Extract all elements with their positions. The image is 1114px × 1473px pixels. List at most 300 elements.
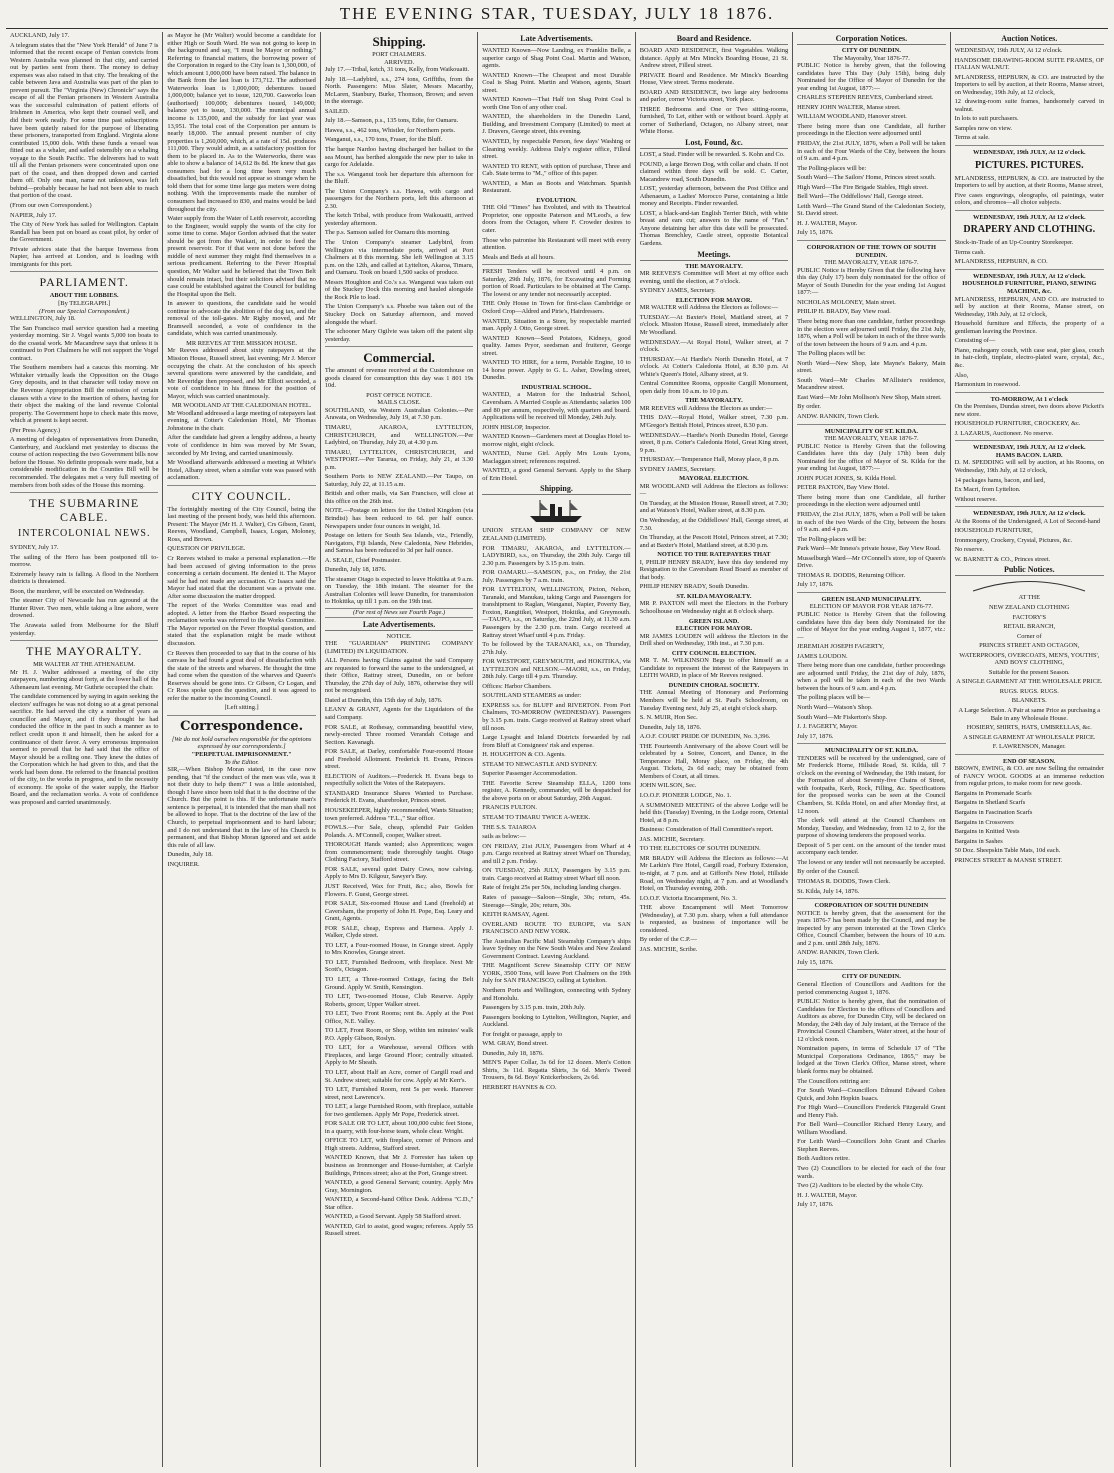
- auction-list-3: [955, 239, 1104, 266]
- paragraph: THE Only House in Town for first-class Cambridge or Oxford Crop—Aldred and Pirie's, Hairdressers.: [482, 300, 631, 315]
- paragraph: FOR SALE, cheap, Express and Harness. Apply J. Walker, Clyde street.: [324, 924, 474, 940]
- paragraph: 14 packages hams, bacon, and lard,: [954, 476, 1046, 484]
- paragraph: WEDNESDAY.—Hardie's North Dunedin Hotel, George street, 8 p.m. Cotter's Caledonia Hotel, Great King street, 9 p.m.: [639, 431, 789, 454]
- paragraph: Samples now on view.: [954, 124, 1013, 132]
- paragraph: By order.: [797, 403, 821, 411]
- paragraph: INQUIRER.: [167, 860, 200, 868]
- auction-list-4: [955, 296, 1104, 389]
- paragraph: Mr Reeves addressed about sixty ratepayers at the Mission House, Russell street, last evening; Mr J. Mercer occupying the chair. At the conclusion of his speech several questions were answered by the candidate, and Mr Reveridge then proposed, and Mr Elliott seconded, a vote of confidence in his fitness for the position of Mayor, which was carried unanimously.: [167, 347, 316, 400]
- divider: [797, 240, 945, 241]
- paragraph: FACTORY'S: [1012, 613, 1047, 621]
- paragraph: ON TUESDAY, 25th JULY, Passengers by 3.15 p.m. train. Cargo received at Rattray street Wharf till noon.: [482, 867, 631, 882]
- subheading: WEDNESDAY, 19th JULY, At 12 o'clock.: [972, 149, 1086, 157]
- paragraph: Passengers booking to Lyttelton, Wellington, Napier, and Auckland.: [482, 1013, 631, 1029]
- paragraph: In answer to questions, the candidate said he would continue to advocate the abolition of the dog tax, and the removal of the toll-gates. Mr Rigby moved, and Mr Bramwell seconded, a vote of confidence in the candidate, which was carried unanimously.: [167, 300, 316, 338]
- ads-list-16: [640, 657, 788, 680]
- paragraph: HOUSEHOLD FURNITURE,: [954, 527, 1033, 535]
- paragraph: TO LET, Two-roomed House, Club Reserve. Apply Roberts, grocer, Upper Walker street.: [324, 993, 474, 1008]
- paragraph: The Union Company's steamer Ladybird, from Wellington via intermediate ports, arrived at Port Chalmers at 8 this morning. She left Wellington at 3.15 p.m. on the 12th, and called at Lyttelton, Akaroa, Timaru, and Oamaru. Took on board 1,500 sacks of produce.: [324, 239, 474, 277]
- paragraph: M'LANDRESS, HEPBURN, & CO. are instructed by the Importers to sell by auction, at their Rooms, Manse street,: [954, 174, 1104, 190]
- paragraph: PETER PAXTON, Bay View Hotel.: [797, 484, 890, 492]
- paragraph: Household furniture and Effects, the property of a gentleman leaving the Province.: [954, 320, 1104, 335]
- paragraph: SAILED.: [324, 107, 350, 115]
- paragraph: STEAM TO TIMARU TWICE A-WEEK.: [482, 814, 591, 822]
- paragraph: RUGS. RUGS. RUGS.: [999, 687, 1059, 695]
- paragraph: East Ward—Mr John Mollison's New Shop, Main street.: [797, 393, 942, 401]
- subheading: CITY COUNCIL ELECTION.: [671, 649, 756, 657]
- paragraph: Terms at sale.: [954, 134, 990, 142]
- paragraph: Bargains in Sashes: [954, 837, 1003, 845]
- paragraph: F. LAWRENSON, Manager.: [992, 743, 1066, 751]
- paragraph: TIMARU, AKAROA, LYTTELTON, CHRISTCHURCH, and WELLINGTON.—Per Ladybird, on Thursday, July 20, at 4.30 p.m.: [324, 423, 474, 447]
- paragraph: North Ward—Watson's Shop.: [797, 704, 873, 712]
- paragraph: Stock-in-Trade of an Up-Country Storekeeper.: [954, 239, 1074, 247]
- subheading: MAYORAL ELECTION.: [679, 475, 749, 483]
- paragraph: LEANY & GRANT, Agents for the Liquidators of the said Company.: [324, 706, 474, 722]
- paragraph: Bargains in Fascination Scarfs: [954, 809, 1033, 817]
- paragraph: Corner of: [1016, 632, 1042, 640]
- paragraph: THE Favorite Screw Steamship ELLA, 1200 tons register, A. Kennedy, commander, will be despatched for the above ports on or about Saturday, 29th August.: [482, 779, 631, 802]
- heading-commercial: Commercial.: [363, 350, 435, 366]
- paragraph: JAS. MICHIE, Scribe.: [639, 945, 698, 953]
- subheading: ELECTION FOR MAYOR.: [675, 296, 753, 304]
- paragraph: Water supply from the Water of Leith reservoir, according to the Engineer, would supply the wants of the city for some time to come. Major Gordon advised that the water should be got from the Waikari, in order to feed the present reservoir. For if that were not done before the middle of next summer they might find themselves in a serious predicament. Referring to the Fever Hospital question, Mr Walter said he believed that the Town Belt should remain intact, but their solicitors advised that no case could be established against the Council for building the Hospital upon the Belt.: [167, 215, 316, 298]
- paragraph: PUBLIC Notice is Hereby Given that the following candidates have this day been duly Nominated for the office of Mayor for the year ending August 1, 1877, viz.:—: [797, 611, 946, 641]
- heading-meetings: Meetings.: [640, 250, 788, 261]
- paragraph: Cr Reeves then proceeded to say that in the course of his canvass he had found a great deal of dissatisfaction with the state of the streets and wharves. He thought the time had come when the question of the wharves and Queen's Reserves should be gone into. Cr Gibson, Cr Logan, and Cr Ross spoke upon the question, and it was agreed to refer the matter to the incoming Council.: [167, 649, 316, 702]
- ads-list-10: [640, 304, 788, 395]
- subheading: THE MAYORALTY.: [685, 397, 743, 405]
- paragraph: MR WOODLAND will Address the Electors as follows:—: [639, 482, 789, 498]
- subheading: THE MAYORALTY, YEAR 1876-7.: [824, 435, 919, 443]
- paragraph: WANTED, Girl to assist, good wages; referees. Apply 55 Russell street.: [324, 1222, 474, 1238]
- paragraph: The s.s. Wanganui took her departure this afternoon for the Bluff.: [324, 170, 474, 186]
- paragraph: WANTED Known, that Mr J. Forrester has taken up business as Ironmonger and House-furnisher, at Carlyle Buildings, Princes street; also at the Port, Grange street.: [324, 1154, 474, 1177]
- paragraph: Ironmongery, Crockery, Crystal, Pictures, &c.: [954, 536, 1073, 544]
- paragraph: July 17, 1876.: [797, 732, 834, 740]
- subheading: CORPORATION OF SOUTH DUNEDIN: [814, 902, 929, 910]
- column-3: [321, 32, 478, 1467]
- news-list-5: [167, 32, 315, 338]
- paragraph: SIR,—When Bishop Moran stated, in the case now pending, that "if the conduct of the men was vile, was it not their duty to help them?" I was a little astonished, though I have since been told that it is the doctrine of the Church. But the point is this. If the unfortunate man's sentence is perpetual, it is intended that the man shall not be allowed to hope. That is the doctrine of the law of the Church, to perpetual imprisonment and to hard labour; and I do not understand that in the law of his Church is permanent, and that Bishop Moran ignored and set aside this rule of all law.: [167, 766, 316, 849]
- paragraph: The sailing of the Hero has been postponed till to-morrow.: [10, 553, 159, 569]
- paragraph: Central Committee Rooms, opposite Cargill Monument, open daily from 10 a.m. to 10 p.m.: [639, 380, 789, 395]
- subheading: HOUSEHOLD FURNITURE, PIANO, SEWING MACHINE, &c.: [962, 280, 1097, 296]
- paragraph: H. J. WALTER, Mayor.: [797, 1191, 858, 1199]
- paragraph: TENDERS will be received by the undersigned, care of Mr Frederick Horne, Hillside Road, St. Kilda, till 7 o'clock on the evening of Wednesday, the 19th instant, for the Formation of about Seventy-five Chains of Street, with footpaths, Kerb, Rock, Filling, &c. Specifications for the proposed works can be seen at the Council Chambers, St. Kilda Hotel, on and after Monday first, at 12 noon.: [797, 754, 946, 815]
- paragraph: ELECTION of Auditors.—Frederick H. Evans begs to respectfully solicit the Votes of the Ratepayers.: [324, 772, 474, 788]
- subheading: GREEN ISLAND MUNICIPALITY.: [821, 595, 922, 603]
- subheading: DUNEDIN CHORAL SOCIETY.: [668, 681, 760, 689]
- subheading: CITY OF DUNEDIN.: [841, 973, 901, 981]
- notice-list-3: [797, 443, 945, 589]
- heading-parliament: PARLIAMENT.: [39, 275, 129, 290]
- subheading: [By TELEGRAPH.]: [58, 299, 111, 307]
- paragraph: WANTED, Situation in a Store, by respectable married man. Apply J. Otto, George street.: [482, 317, 631, 333]
- divider: [797, 743, 945, 744]
- paragraph: EXPRESS s.s. for BLUFF and RIVERTON. From Port Chalmers, TO-MORROW (WEDNESDAY). Passengers by 3.15 p.m. train. Cargo received at Rattray street wharf till noon.: [482, 701, 631, 732]
- paragraph: JOHN WILSON, Sec.: [639, 782, 697, 790]
- subheading: MAILS CLOSE.: [377, 399, 421, 407]
- paragraph: Terms cash.: [954, 248, 985, 256]
- paragraph: A SINGLE GARMENT AT THE WHOLESALE PRICE.: [956, 678, 1103, 686]
- paragraph: General Election of Councillors and Auditors for the period commencing August 1, 1876.: [797, 980, 946, 996]
- paragraph: JOHN PUGH JONES, St. Kilda Hotel.: [797, 474, 897, 482]
- paragraph: Wanganui, s.s., 170 tons, Fraser, for the Bluff.: [324, 136, 443, 144]
- paragraph: After the candidate had given a lengthy address, a hearty vote of confidence in him was moved by Mr Swan, seconded by Mr Irving, and carried unanimously.: [167, 434, 316, 457]
- paragraph: FOR SALE, at Rothesay, commanding beautiful view, newly-erected Three roomed Verandah Cottage and Section. Kavanagh.: [324, 723, 474, 746]
- paragraph: South Ward—Mr Fiskerton's Shop.: [797, 713, 888, 721]
- paragraph: The candidate commenced by saying in again seeking the electors' suffrages he was not doing so at a great personal sacrifice. He had served the city a number of years as councillor and Mayor, and if they thought he had conducted the office in the past in such a manner as to reflect credit upon it and himself, then he asked for a continuance of their favor. A very erroneous impression seemed to prevail that he had said that the office of Mayor should be a rolling one. They knew the duties of the Corporation which he had given to this, and that the work had been done. He referred to the financial position of the city, to the works in progress, and to the necessity of economy. He spoke of the water supply, the Harbor Board, and the reclamation works. A vote of confidence was proposed and carried unanimously.: [10, 693, 159, 806]
- paragraph: July 15, 1876.: [797, 229, 834, 237]
- paragraph: The ketch Tribal, with produce from Waikouaiti, arrived yesterday afternoon.: [324, 212, 474, 227]
- clothing-factory-ad: [955, 594, 1104, 750]
- heading-board: Board and Residence.: [640, 34, 788, 45]
- column-6: [793, 32, 950, 1467]
- paragraph: North Ward—New Shop, late Mayne's Bakery, Main street.: [797, 359, 946, 375]
- paragraph: HANDSOME DRAWING-ROOM SUITE FRAMES, OF ITALIAN WALNUT.: [954, 56, 1104, 72]
- paragraph: Cr Reeves wished to make a personal explanation.—He had been accused of giving information to the press concerning a certain document. He denied it. The Mayor said he had not made any accusation. Cr Isaacs said the Mayor had stated that the document was a private one. After some discussion the matter dropped.: [167, 555, 316, 600]
- auction-list-5: [955, 403, 1104, 437]
- subheading: ELECTION OF MAYOR FOR YEAR 1876-77.: [809, 603, 933, 611]
- paragraph: HERBERT HAYNES & CO.: [482, 1083, 557, 1091]
- paragraph: 50 Doz. Sheepskin Table Mats, 10d each.: [954, 847, 1061, 855]
- paragraph: July 17.—Tribal, ketch, 31 tons, Kelly, from Waikouaiti.: [324, 66, 470, 74]
- column-2: [163, 32, 320, 1467]
- paragraph: JUST Received, Wax for Fruit, &c.; also, Bowls for Flowers. F. Guest, George street.: [324, 882, 474, 898]
- paragraph: THE Magnificent Screw Steamship CITY OF NEW YORK, 3500 Tons, will leave Port Chalmers on the 19th July for SAN FRANCISCO, calling at Lyttelton.: [482, 962, 631, 985]
- paragraph: Dunedin, July 18, 1876.: [324, 566, 387, 574]
- paragraph: WANTED, by respectable Person, few days' Washing or Cleaning weekly. Address Daly's register office, Filleul street.: [482, 138, 631, 161]
- paragraph: MR BRADY will Address the Electors as follows:—At Mr Larkin's Fire Hotel, Cargill road, Forbury Extension, to-night, at 7 p.m. and at Gifford's New Hotel, Hillside Road, on Wednesday night, at 7 p.m. and at Woodland's Hotel, on Thursday evening, 20th.: [639, 854, 789, 893]
- paragraph: M'LANDRESS, HEPBURN, AND CO. are instructed to sell by auction at their Rooms, Manse street, on Wednesday, 19th July, at 12 o'clock,: [954, 295, 1104, 318]
- paragraph: THURSDAY.—Temperance Hall, Moray place, 8 p.m.: [639, 456, 780, 464]
- left-sitting: [Left sitting.]: [224, 704, 259, 712]
- paragraph: NOTICE is hereby given, that the assessment for the years 1876-7 has been made by the Council, and may be inspected by any person interested at the Town Clerk's Office, Council Chamber, between the hours of 10 a.m. and 2 p.m. until 28th July, 1876.: [797, 909, 946, 947]
- divider: [797, 424, 945, 425]
- paragraph: TO LET, about Half an Acre, corner of Cargill road and St. Andrew street; suitable for cow. Apply at Mr Kerr's.: [324, 1068, 474, 1084]
- heading-late-ads-2: Late Advertisements.: [482, 34, 630, 45]
- paragraph: The report of the Works Committee was read and adopted. A letter from the Harbor Board respecting the reclamation works was referred to the Works Committee. The Mayor reported on the Fever Hospital question, and stated that the explanation might be made without discussion.: [167, 602, 316, 648]
- paragraph: Harmonium in rosewood.: [954, 381, 1021, 389]
- paragraph: Large Lysaght and Inland Districts forwarded by rail from Bluff at Consignees' risk and expense.: [482, 734, 631, 749]
- paragraph: ON FRIDAY, 21st JULY, Passengers from Wharf at 4 p.m. Cargo received at Rattray street Wharf on Thursday, and till 2 p.m. Friday.: [482, 842, 631, 865]
- paragraph: By order of the Council.: [797, 868, 860, 876]
- columns: [6, 32, 1108, 1467]
- subheading: PICTURES. PICTURES.: [974, 159, 1084, 171]
- paragraph: Piano, mahogany couch, with case seat, pier glass, couch in hair-cloth, tinplate, electro-plated ware, crystal, &c., &c.: [954, 346, 1104, 369]
- paragraph: THE "GUARDIAN" PRINTING COMPANY (LIMITED) IN LIQUIDATION.: [324, 640, 474, 655]
- paragraph: WELLINGTON, July 18.: [10, 315, 76, 323]
- paragraph: The Union Company's s.s. Hawea, with cargo and passengers for the Northern ports, left this afternoon at 2.30.: [324, 187, 474, 210]
- paragraph: SYDNEY JAMES, Secretary.: [639, 287, 716, 295]
- paragraph: WANTED, a Matron for the Industrial School, Caversham. A Married Couple as Attendants; salaries 100 and 80 per annum, respectively, with quarters and board. Applications will be received till Monday, 24th July.: [482, 391, 631, 422]
- paragraph: WANTED Known—Now Landing, ex Franklin Belle, a superior cargo of Shag Point Coal. Martin and Watson, agents.: [482, 47, 631, 70]
- paragraph: The amount of revenue received at the Customhouse on goods cleared for consumption this day was 1 801 19s 10d.: [324, 367, 474, 390]
- paragraph: THE above Encampment will Meet Tomorrow (Wednesday), at 7.30 p.m. sharp, when a full attendance is requested, as business of importance will be considered.: [639, 904, 789, 934]
- subheading: HAMS BACON. LARD.: [995, 451, 1063, 459]
- paragraph: MR T. M. WILKINSON Begs to offer himself as a Candidate to represent the interest of the Ratepayers in LEITH WARD, in place of Mr Reeves resigned.: [639, 657, 789, 680]
- paragraph: Both Auditors retire.: [797, 1155, 850, 1163]
- paragraph: I.O.O.F. Victoria Encampment, No. 3.: [639, 894, 737, 902]
- subheading: MR WALTER AT THE ATHENAEUM.: [33, 661, 136, 669]
- subheading: MR WOODLAND AT THE CALEDONIAN HOTEL.: [171, 402, 312, 410]
- paragraph: Postage on letters for South Sea Islands, viz., Friendly, Navigators, Fiji Islands, New Caledonia, New Hebrides, and Samoa has been reduced to 3d per half ounce.: [324, 532, 474, 555]
- paragraph: M'LANDRESS, HEPBURN, & CO. are instructed by the Importers to sell by auction, at their Rooms, Manse street, on Wednesday, 19th July, at 12 o'clock,: [954, 73, 1104, 96]
- ads-list-2: [482, 47, 630, 195]
- divider: [325, 346, 473, 347]
- paragraph: MR P. PAXTON will meet the Electors in the Forbury Schoolhouse on Wednesday night at 8 o'clock sharp.: [639, 600, 789, 615]
- paragraph: WANTED, a good General Servant. Apply to the Sharp of Erin Hotel.: [482, 467, 631, 482]
- divider: [955, 210, 1104, 211]
- paragraph: Extremely heavy rain is falling. A flood in the Northern districts is threatened.: [10, 570, 159, 586]
- paragraph: HOUSEHOLD FURNITURE, CROCKERY, &c.: [954, 420, 1081, 428]
- paragraph: SYDNEY JAMES, Secretary.: [639, 465, 716, 473]
- paragraph: WANTED, Nurse Girl. Apply Mrs Louis Lyons, Maclaggan street; references required.: [482, 450, 631, 465]
- paragraph: MR REEVES'S Committee will Meet at my office each evening, until the election, at 7 o'clock.: [639, 270, 789, 285]
- heading-shipping: Shipping.: [372, 34, 426, 49]
- divider: [10, 640, 158, 641]
- paragraph: Mr Woodland addressed a large meeting of ratepayers last evening, at Cotter's Caledonian Hotel, Mr Thomas Johnstone in the chair.: [167, 409, 316, 432]
- paragraph: ANDW. RANKIN, Town Clerk.: [797, 412, 880, 420]
- ads-list-3: [482, 204, 630, 261]
- paragraph: Two (2) Councillors to be elected for each of the four wards.: [797, 1165, 946, 1180]
- subheading: ELECTION FOR MAYOR.: [675, 625, 753, 633]
- steamship-icon: [526, 498, 586, 524]
- ads-list-1: [325, 640, 473, 1238]
- paragraph: On Thursday, at the Pescott Hotel, Princes street, at 7.30; and at Baxter's Hotel, Maitland street, at 8.30 p.m.: [639, 534, 789, 549]
- paragraph: FOR OAMARU.—SAMSON, p.s., on Friday, the 21st July. Passengers by 7 a.m. train.: [482, 569, 631, 584]
- paragraph: WANTED Known—The Cheapest and most Durable Coal is Shag Point. Martin and Watson, agents, Stuart street.: [482, 71, 631, 94]
- paragraph: SOUTHLAND, via Western Australian Colonies.—Per Arawata, on Wednesday, July 19, at 7.30 p.m.: [324, 406, 474, 422]
- paragraph: TO LET, Furnished Bedroom, with fireplace. Next Mr Scott's, Octagon.: [324, 958, 474, 974]
- subheading: NOTICE TO THE RATEPAYERS THAT: [657, 551, 771, 559]
- paragraph: THOMAS R. DODDS, Returning Officer.: [797, 571, 906, 579]
- column-1: [6, 32, 163, 1467]
- ads-list-14: [640, 600, 788, 615]
- paragraph: The Polling-places will be:: [797, 535, 867, 543]
- subheading: EVOLUTION.: [536, 196, 577, 204]
- ads-list-8: [640, 151, 788, 248]
- subheading: PORT CHALMERS.: [372, 51, 426, 58]
- paragraph: The Australian Pacific Mail Steamship Company's ships leave Sydney on the New South Wales and New Zealand Government Contract. Leaving Auckland.: [482, 937, 631, 960]
- paragraph: LOST, a black-and-tan English Terrier Bitch, with white breast and ears cut; answers to the name of "Fan." Anyone detaining her after this date will be prosecuted. Thomas Brenchley, Castle street, opposite Botanical Gardens.: [639, 209, 789, 248]
- paragraph: TO LET, Two Front Rooms; rent 8s. Apply at the Post Office, N.E. Valley.: [324, 1010, 474, 1025]
- paragraph: JEREMIAH JOSEPH FAGERTY,: [797, 643, 885, 651]
- divider: [167, 715, 315, 716]
- paragraph: Mr Woodland afterwards addressed a meeting at White's Hotel, Albany street, when a similar vote was passed with acclamation.: [167, 459, 316, 482]
- ads-list-15: [640, 633, 788, 648]
- paragraph: FOR SALE OR TO LET, about 100,000 cubic feet Stone, in a quarry, with four-horse team, whole clear. Wright.: [324, 1120, 474, 1135]
- paragraph: Northern Ports and Wellington, connecting with Sydney and Honolulu.: [482, 986, 631, 1002]
- paragraph: Nomination papers, in terms of Schedule 17 of "The Municipal Corporations Ordinance, 1865," may be lodged at the Town Clerk's Office, Manse street, where blank forms may be obtained.: [797, 1045, 946, 1075]
- paragraph: THE Old "Times" has Evoluted, and with its Theatrical Proprietor, one opposite Paterson and M'Leod's, a few doors from the Octagon, where F. Crowder desires to cater.: [482, 204, 631, 235]
- notice-list-2: [797, 267, 945, 421]
- masthead: THE EVENING STAR, TUESDAY, JULY 18 1876.: [339, 4, 775, 23]
- paragraph: sails as below:—: [482, 833, 526, 841]
- heading-cable: THE SUBMARINE CABLE.: [29, 496, 140, 525]
- heading-public-notices: Public Notices.: [955, 565, 1104, 576]
- subheading: CORPORATION OF THE TOWN OF SOUTH DUNEDIN.: [806, 244, 936, 259]
- paragraph: TO LET, a Three-roomed Cottage, facing the Belt Ground. Apply W. Smith, Kensington.: [324, 975, 474, 991]
- paragraph: BROWN, EWING, & CO. are now Selling the remainder of FANCY WOOL GOODS at an immense reduction from regular prices, to make room for new goods.: [954, 765, 1104, 788]
- paragraph: THREE Bedrooms and One or Two sitting-rooms, furnished, To Let, either with or without board. Apply at corner of Sutherland, Octagon, no Albany street, near White Horse.: [639, 105, 789, 136]
- paragraph: FOR WESTPORT, GREYMOUTH, and HOKITIKA, via LYTTELTON and NELSON.—MAORI, s.s., on Friday, 28th July. Cargo till 4 p.m. Thursday.: [482, 658, 631, 681]
- paragraph: British and other mails, via San Francisco, will close at this office on the 26th inst.: [324, 490, 474, 505]
- paragraph: SYDNEY, July 17.: [10, 544, 59, 552]
- paragraph: J. J. FAGERTY, Mayor.: [797, 723, 858, 731]
- paragraph: Deposit of 5 per cent. on the amount of the tender must accompany each tender.: [797, 841, 946, 857]
- paragraph: Bargains in Knitted Vests: [954, 828, 1020, 836]
- subheading: GREEN ISLAND.: [688, 617, 739, 625]
- heading-intercolonial: INTERCOLONIAL NEWS.: [17, 528, 151, 540]
- editor-note: [We do not hold ourselves responsible for the opinions expressed by our correspondents.]: [171, 735, 312, 751]
- paragraph: WANTED, a Second-hand Office Desk. Address "C.D.," Star office.: [324, 1196, 474, 1211]
- auction-list-7: [955, 518, 1104, 564]
- paragraph: A. SEALE, Chief Postmaster.: [324, 556, 401, 564]
- notice-list-1: [797, 62, 945, 237]
- paragraph: BOARD AND RESIDENCE, first Vegetables. Walking distance. Apply at Mrs Minck's Boarding House, 21 St. Andrew street, Filleul street.: [639, 47, 789, 70]
- paragraph: S. N. MUIR, Hon Sec.: [639, 714, 698, 722]
- divider: [955, 506, 1104, 507]
- paragraph: NOTE.—Postage on letters for the United Kingdom (via Brindisi) has been reduced to 6d. per half ounce. Newspapers under four ounces in weight, 1d.: [324, 507, 474, 530]
- paragraph: Those who patronise his Restaurant will meet with every attention.: [482, 236, 631, 252]
- paragraph: On Tuesday, at the Mission House, Russell street, at 7.30; and at Watson's Hotel, Walker street, at 8.30 p.m.: [639, 499, 789, 515]
- news-list-1: [10, 32, 158, 268]
- news-list-4: [10, 669, 158, 807]
- divider: [10, 271, 158, 272]
- paragraph: Dunedin, July 18.: [167, 851, 213, 859]
- paragraph: HOUSEKEEPER, highly recommended, Wants Situation; town preferred. Address "F.L.," Star office.: [324, 807, 474, 822]
- paragraph: There being more than one Candidate, all further proceedings in the election were adjourned until: [797, 493, 946, 509]
- paragraph: FOWLS.—For Sale, cheap, splendid Pair Golden Polands. A. M'Connell, cooper, Walker street.: [324, 824, 474, 839]
- heading-lost-found: Lost, Found, &c.: [640, 138, 788, 149]
- paragraph: QUESTION OF PRIVILEGE.: [167, 545, 246, 553]
- paragraph: PUBLIC Notice is hereby given, that the following candidates have This Day (July 15th), being duly Nominated for the Office of Mayor of Dunedin for the year ending 1st August, 1877:—: [797, 62, 946, 92]
- paragraph: The Southern members had a caucus this morning. Mr Whitaker virtually leads the Opposition on the Otago Grey deposits, and in that character will today move on the Revenue Appropriation Bill the omission of certain clauses with a view to the insertion of others, having for their object the making of the land revenue Colonial property. The Government hope to check mate this move, which at present is kept secret.: [10, 364, 159, 425]
- paragraph: THE Annual Meeting of Honorary and Performing Members will be held at St. Paul's Schoolroom, on Tuesday Evening next, July 25, at eight o'clock sharp.: [639, 689, 789, 712]
- paragraph: Ex Macri, from Lyttelton.: [954, 486, 1021, 494]
- paragraph: MR WALTER will Address the Electors as follows:—: [639, 304, 778, 312]
- paragraph: Passengers by 3.15 p.m. train, 20th July.: [482, 1004, 586, 1012]
- paragraph: St. Kilda, July 14, 1876.: [797, 887, 860, 895]
- heading-late-ads: Late Advertisements.: [325, 620, 473, 631]
- paragraph: I, PHILIP HENRY BRADY, have this day tendered my Resignation to the Caversham Road Board as member of that body.: [639, 558, 789, 581]
- paragraph: FOR TIMARU, AKAROA, and LYTTELTON.—LADYBIRD, s.s., on Thursday, the 20th July. Cargo till 2.30 p.m. Passengers by 3.15 p.m. train.: [482, 544, 631, 567]
- paragraph: Five cases engravings, oleographs, oil paintings, water colors, and chromos—all choice subjects.: [954, 191, 1104, 207]
- paragraph: D. M. SPEDDING will sell by auction, at his Rooms, on Wednesday, 19th July, at 12 o'clock,: [954, 459, 1104, 474]
- subheading: TO-MORROW, At 1 o'clock: [990, 395, 1068, 403]
- paragraph: July 15, 1876.: [797, 958, 834, 966]
- paragraph: There being more than one candidate, further proceedings are adjourned until Friday, the 21st day of July, 1876, when a poll will be taken in each of the two Wards between the hours of 9 a.m. and 4 p.m.: [797, 662, 946, 692]
- ads-list-13: [640, 559, 788, 591]
- notice-list-6: [797, 910, 945, 967]
- paragraph: NEW ZEALAND CLOTHING: [989, 603, 1070, 611]
- divider: [482, 264, 630, 265]
- paragraph: WEDNESDAY, 19th JULY, At 12 o'clock.: [954, 47, 1063, 54]
- paragraph: PUBLIC Notice is Hereby Given that the following Candidates have this day (July 17th) been duly Nominated for the office of Mayor of St. Kilda for the year ending 1st August, 1877:—: [797, 442, 946, 473]
- paragraph: TO THE ELECTORS OF SOUTH DUNEDIN.: [639, 845, 761, 853]
- paragraph: RETAIL BRANCH,: [1003, 623, 1056, 631]
- heading-city-council: CITY COUNCIL.: [191, 488, 292, 503]
- paragraph: Park Ward—Mr Inness's private house, Bay View Road.: [797, 545, 941, 553]
- paragraph: Bargains in Shetland Scarfs: [954, 799, 1026, 807]
- paragraph: WANTED, a good General Servant; country. Apply Mrs Gray, Mornington.: [324, 1179, 474, 1194]
- paragraph: ALL Persons having Claims against the said Company are requested to forward the same to the undersigned, at their Office, Rattray street, Dunedin, on or before Thursday, the 27th day of July, 1876, otherwise they will not be recognised.: [324, 657, 474, 695]
- news-list-3: [10, 544, 158, 637]
- paragraph: Mr H. J. Walter addressed a meeting of the city ratepayers, numbering about forty, at the lower hall of the Athenaeum last evening. Mr Guthrie occupied the chair.: [10, 668, 159, 691]
- divider: [167, 485, 315, 486]
- subheading: ABOUT THE LOBBIES.: [49, 292, 119, 300]
- ads-list-11: [640, 405, 788, 473]
- paragraph: WANTED Known—Gardeners meet at Douglas Hotel to-morrow night, eight o'clock.: [482, 433, 631, 448]
- paragraph: Meals and Beds at all hours.: [482, 253, 555, 261]
- paragraph: STANDARD Insurance Shares Wanted to Purchase. Frederick H. Evans, sharebroker, Princes street.: [324, 789, 474, 805]
- paragraph: The clerk will attend at the Council Chambers on Monday, Tuesday, and Wednesday, from 12 to 2, for the purpose of showing tenderers the proposed works.: [797, 817, 946, 840]
- paragraph: HOSIERY, SHIRTS, HATS, UMBRELLAS, &c.: [966, 724, 1092, 732]
- paragraph: WANTED Known—That Half ton Shag Point Coal is worth One Ton of any other coal.: [482, 96, 631, 111]
- paragraph: The San Francisco mail service question had a meeting yesterday morning. Sir J. Vogel wants 5,000 ton boats to do the coastal work. Mr Macandrew says that unless it is continued to Port Chalmers he will not support the Vogel contract.: [10, 324, 159, 362]
- paragraph: The barque Nardoo having discharged her ballast to the sea Mount, has berthed alongside the new pier to take in cargo for Adelaide.: [324, 146, 474, 169]
- paragraph: Also,: [954, 371, 969, 379]
- news-list-9: [167, 766, 315, 868]
- arch-ornament-icon: [969, 578, 1089, 592]
- paragraph: For High Ward—Councillors Frederick Fitzgerald Grant and Henry Fish.: [797, 1104, 946, 1119]
- divider: [797, 969, 945, 970]
- ads-list-12: [640, 483, 788, 549]
- paragraph: For South Ward—Councillors Edmund Edward Cohen Quick, and John Hopkin Isaacs.: [797, 1087, 946, 1102]
- ads-list-17: [640, 689, 788, 953]
- paragraph: To be followed by the TARANAKI, s.s., on Thursday, 27th July.: [482, 641, 631, 656]
- paragraph: 12 drawing-room suite frames, handsomely carved in walnut.: [954, 98, 1104, 113]
- paragraph: TO LET, a large Furnished Room, with fireplace, suitable for two gentlemen. Apply Mr Pope, Frederick street.: [324, 1103, 474, 1118]
- paragraph: THE Fourteenth Anniversary of the above Court will be celebrated by a Soiree, Concert, and Dance, in the Temperance Hall, Moray place, on Friday, the 4th August. Tickets, 2s 6d each; may be obtained from Members of Court, at all times.: [639, 742, 789, 780]
- paragraph: The steamer City of Newcastle has run aground at the Hunter River. Two men, while taking a line ashore, were drowned.: [10, 597, 159, 620]
- paragraph: The schooner Mary Ogilvie was taken off the patent slip yesterday.: [324, 328, 474, 343]
- paragraph: PRIVATE Board and Residence. Mr Minck's Boarding House, View street. Terms moderate.: [639, 71, 789, 87]
- paragraph: WM. GRAY, Bond street.: [482, 1040, 548, 1048]
- paragraph: FOR SALE, at Darley, comfortable Four-room'd House and Freehold Allotment. Frederick H. Evans, Princes street.: [324, 748, 474, 771]
- paragraph: FOUND, a large Brown Dog, with collar and chain. If not claimed within three days will be sold. C. Carter, Macandrew road, South Dunedin.: [639, 160, 789, 183]
- notice-list-4: [797, 611, 945, 740]
- paragraph: SOUTHLAND STEAMERS as under:: [482, 692, 582, 700]
- paragraph: Rate of freight 25s per 50s, including landing charges.: [482, 884, 621, 892]
- paragraph: For Bell Ward—Councillor Richard Henry Leary, and William Woodland.: [797, 1121, 946, 1136]
- divider: [10, 492, 158, 493]
- paragraph: Dunedin, July 18, 1876.: [482, 1049, 544, 1057]
- news-list-12: [325, 407, 473, 606]
- ads-list-6: [482, 527, 630, 1091]
- subheading: WEDNESDAY, 19th JULY, At 12 o'clock.: [972, 444, 1086, 452]
- subheading: DRAPERY AND CLOTHING.: [963, 224, 1096, 236]
- paragraph: W. BARNETT & CO., Princes street.: [954, 555, 1051, 563]
- paragraph: THIS DAY.—Royal Hotel, Walker street, 7.30 p.m. M'Gregor's British Hotel, Princes street, 8.30 p.m.: [639, 414, 789, 429]
- ads-list-5: [482, 391, 630, 482]
- paragraph: No reserve.: [954, 546, 985, 554]
- column-4: [478, 32, 635, 1467]
- paragraph: Business: Consideration of Hall Committee's report.: [639, 826, 774, 834]
- paragraph: Dated at Dunedin, this 15th day of July, 1876.: [324, 696, 443, 704]
- paragraph: Hawea, s.s., 462 tons, Whistler, for Northern ports.: [324, 126, 456, 134]
- divider: [797, 898, 945, 899]
- paragraph: TUESDAY.—At Baxter's Hotel, Maitland street, at 7 o'clock. Mission House, Russell street, immediately after Mr Woodland.: [639, 313, 789, 336]
- paragraph: A telegram states that the "New York Herald" of June 7 is informed that the recent escape of Fenian convicts from Western Australia was planned in that city, and carried out by parties sent from there. The money to defray expenses was also raised in that city. The breaking of the cable between Java and Australia was part of the plan to prevent pursuit. The "Virginia (New) Chronicle" says the escape of all the Fenian prisoners in Western Australia was the successful culmination of patient efforts of Irishmen in America, who kept their counsel well, and did their work neatly. For some time past subscriptions have been quietly raised for the purpose of liberating these prisoners, transported from England. Virginia alone contributed 15,000 dols. With these funds a vessel was fitted out as a whaler, and sailed ostensibly on a whaling voyage to the South Pacific. The deliverers had to wait till all the Fenian prisoners were concentrated upon one part of the coast, and then dropped down and carried them off. Only one man, name not unknown, was left behind—probably because he had not been able to reach that portion of the coast.: [10, 41, 159, 200]
- paragraph: South Ward—The Sailors' Home, Princes street south.: [797, 174, 936, 182]
- paragraph: MR JAMES LOUDEN will address the Electors in the Drill shed on Wednesday, 19th inst., at 7.30 p.m.: [639, 632, 789, 648]
- paragraph: On the Premises, Dundas street, two doors above Pickett's new store.: [954, 403, 1104, 418]
- paragraph: FRIDAY, the 21st JULY, 1876, when a Poll will be taken in each of the two Wards of the City, between the hours of 9 a.m. and 4 p.m.: [797, 510, 946, 534]
- paragraph: The Polling-places will be:: [797, 164, 867, 172]
